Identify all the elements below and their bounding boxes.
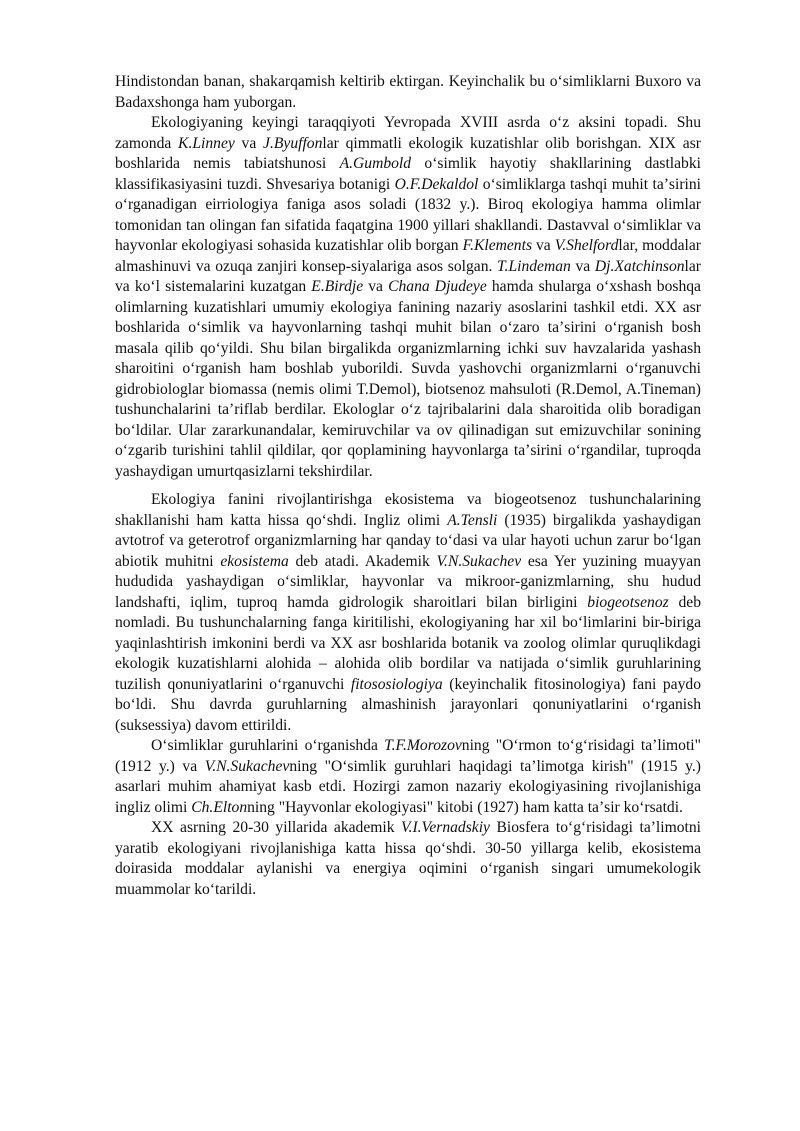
italic-term: V.N.Sukachev [436,552,522,570]
italic-term: Ch.Elton [191,798,248,816]
text-run: Ekologiya fanini rivojlantirishga ekosistema va biogeotsenoz tushunchalarining shakllanishi ham katta hissa qoʻshdi. Ingliz olimi [115,491,701,529]
text-run: (keyinchalik fitosinologiya) fani paydo boʻldi. Shu davrda guruhlarning almashinish jarayonlari qonuniyatlarini oʻrganish (suksessiya) davom ettirildi. [115,675,701,734]
italic-term: T.F.Morozov [384,737,462,754]
italic-term: fitososiologiya [350,675,443,693]
italic-term: O.F.Dekaldol [394,175,479,193]
text-run: esa Yer yuzining muayyan hududida yashaydigan oʻsimliklar, hayvonlar va mikroor-ganizmlarning, shu hudud landshafti, iqlim, tuproq hamda gidrologik sharoitlari bilan birligini [115,552,701,611]
text-run: va [234,134,264,152]
italic-term: Dj.Xatchinson [594,257,685,275]
italic-term: V.I.Vernadskiy [401,819,490,836]
italic-term: biogeotsenoz [587,593,669,611]
italic-term: A.Gumbold [339,155,412,172]
text-run: (1935) birgalikda yashaydigan avtotrof va geterotrof organizmlarning har qanday toʻdasi va ular hayoti uchun zarur boʻlgan abiotik muhitni [115,511,701,570]
italic-term: V.N.Sukachev [204,757,290,775]
text-run: Oʻsimliklar guruhlarini oʻrganishda [151,737,385,754]
text-run: oʻsimliklarga tashqi muhit taʼsirini oʻrganadigan eirriologiya faniga asos soladi (1832 y.). Biroq ekologiya hamma olimlar tomonidan tan olingan fan sifatida faqatgina 1900 yillari shakllandi. Dastavval oʻsimliklar va hayvonlar ekologiyasi sohasida kuzatishlar olib borgan [115,175,701,254]
text-run: deb nomladi. Bu tushunchalarning fanga kiritilishi, ekologiyaning har xil boʻlimlarini bir-biriga yaqinlashtirish imkonini berdi va XX asr boshlarida botanik va zoolog olimlar quruqlikdagi ekologik kuzatishlarni alohida – alohida olib bordilar va natijada oʻsimlik guruhlarining tuzilish qonuniyatlarini oʻrganuvchi [115,593,702,693]
text-run: oʻsimlik hayotiy shakllarining dastlabki klassifikasiyasini tuzdi. Shvesariya botanigi [115,155,701,193]
text-run: deb atadi. Akademik [288,552,437,570]
italic-term: K.Linney [178,134,235,152]
paragraph-2 [115,113,701,482]
text-run: XX asrning 20-30 yillarida akademik [151,819,402,836]
paragraph-5 [115,818,701,900]
italic-term: E.Birdje [311,278,364,295]
paragraph-4 [115,736,701,818]
text-run: va [570,257,595,275]
italic-term: A.Tensli [447,511,498,529]
italic-term: ekosistema [220,552,289,570]
italic-term: J.Byuffon [263,134,323,152]
paragraph-3 [115,490,701,736]
text-run: ning "Hayvonlar ekologiyasi" kitobi (1927) ham katta taʼsir koʻrsatdi. [247,798,683,816]
text-run: lar qimmatli ekologik kuzatishlar olib borishgan. XIX asr boshlarida nemis tabiatshunosi [115,134,701,172]
text-run: lar, moddalar almashinuvi va ozuqa zanjiri konsep-siyalariga asos solgan. [115,237,702,275]
document-page [115,72,701,900]
text-run: ning "Oʻsimlik guruhlari haqidagi taʼlimotga kirish" (1915 y.) asarlari muhim ahamiyat kasb etdi. Hozirgi zamon nazariy ekologiyasining rivojlanishiga ingliz olimi [115,757,701,816]
text-run: va [532,237,555,254]
italic-term: V.Shelford [554,237,619,254]
text-run: Biosfera toʻgʻrisidagi taʼlimotni yaratib ekologiyani rivojlanishiga katta hissa qoʻshdi. 30-50 yillarga kelib, ekosistema doirasida moddalar aylanishi va energiya oqimini oʻrganish singari umumekologik muammolar koʻtarildi. [115,819,701,898]
italic-term: Chana Djudeye [388,278,487,295]
text-run: Ekologiyaning keyingi taraqqiyoti Yevropada XVIII asrda oʻz aksini topadi. Shu zamonda [115,114,701,152]
italic-term: T.Lindeman [497,257,571,275]
text-run: Hindistondan banan, shakarqamish keltirib ektirgan. Keyinchalik bu oʻsimliklarni Buxoro va Badaxshonga ham yuborgan. [115,73,701,111]
text-run: hamda shularga oʻxshash boshqa olimlarning kuzatishlari umumiy ekologiya fanining nazariy asoslarini tashkil etdi. XX asr boshlarida oʻsimlik va hayvonlarning tashqi muhit bilan oʻzaro taʼsirini oʻrganish bosh masala qilib qoʻyildi. Shu bilan birgalikda organizmlarning ichki suv havzalarida yashash sharoitini oʻrganish ham boshlab yuborildi. Suvda yashovchi organizmlarni oʻrganuvchi gidrobiologlar biomassa (nemis olimi T.Demol), biotsenoz mahsuloti (R.Demol, A.Tineman) tushunchalarini taʼriflab berdilar. Ekologlar oʻz tajribalarini dala sharoitida olib boradigan boʻldilar. Ular zararkunandalar, kemiruvchilar va ov qilinadigan sut emizuvchilar sonining oʻzgarib turishini tahlil qildilar, qor qoplamining hayvonlarga taʼsirini oʻrgandilar, tuproqda yashaydigan umurtqasizlarni tekshirdilar. [115,278,701,480]
text-run: va [363,278,389,295]
text-run: lar va koʻl sistemalarini kuzatgan [115,257,701,295]
italic-term: F.Klements [462,237,533,254]
text-run: ning "Oʻrmon toʻgʻrisidagi taʼlimoti" (1912 y.) va [115,737,701,775]
paragraph-1 [115,72,701,113]
